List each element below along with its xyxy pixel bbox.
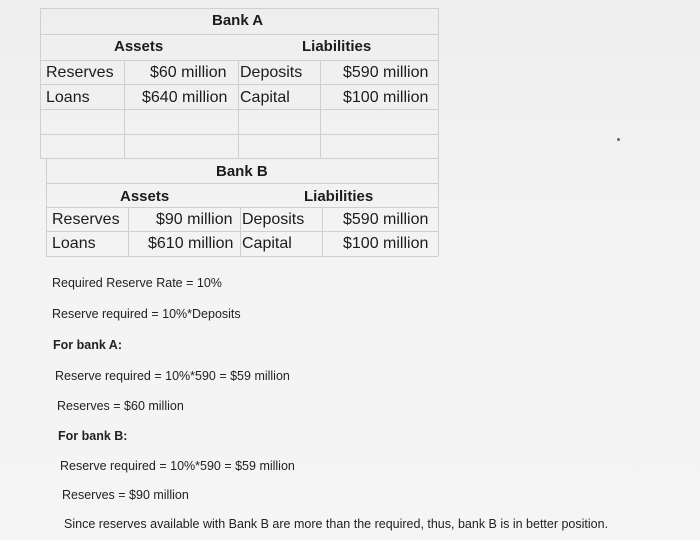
bank-b-loans-value: $610 million xyxy=(148,235,234,252)
grid-line xyxy=(320,60,321,158)
grid-line xyxy=(128,207,129,256)
bank-a-liabilities-header: Liabilities xyxy=(302,38,372,55)
bank-b-title: Bank B xyxy=(216,163,268,180)
bank-a-assets-header: Assets xyxy=(114,38,164,55)
reserve-formula: Reserve required = 10%*Deposits xyxy=(52,307,241,321)
bank-a-title: Bank A xyxy=(212,12,264,29)
bank-b-heading: For bank B: xyxy=(58,429,128,443)
grid-line xyxy=(40,134,438,135)
bank-b-reserves: Reserves = $90 million xyxy=(62,488,189,502)
bank-b-reserves-label: Reserves xyxy=(52,211,120,228)
required-reserve-rate: Required Reserve Rate = 10% xyxy=(52,276,222,290)
bank-b-required: Reserve required = 10%*590 = $59 million xyxy=(60,459,295,473)
grid-line xyxy=(438,8,439,158)
grid-line xyxy=(240,207,241,256)
bank-a-capital-label: Capital xyxy=(240,89,290,106)
grid-line xyxy=(238,60,239,158)
grid-line xyxy=(46,256,438,257)
bank-a-loans-value: $640 million xyxy=(142,89,228,106)
bank-a-loans-label: Loans xyxy=(46,89,90,106)
conclusion: Since reserves available with Bank B are more than the required, thus, bank B is in better position. xyxy=(64,517,609,531)
grid-line xyxy=(40,60,438,61)
bank-a-heading: For bank A: xyxy=(53,338,122,352)
grid-line xyxy=(46,183,438,184)
grid-line xyxy=(46,158,438,159)
stray-dot xyxy=(617,138,620,141)
grid-line xyxy=(40,34,438,35)
bank-a-reserves-value: $60 million xyxy=(150,64,227,81)
bank-b-capital-label: Capital xyxy=(242,235,292,252)
bank-b-liabilities-header: Liabilities xyxy=(304,188,374,205)
grid-line xyxy=(46,207,438,208)
grid-line xyxy=(40,84,438,85)
bank-a-reserves: Reserves = $60 million xyxy=(57,399,184,413)
bank-a-capital-value: $100 million xyxy=(343,89,429,106)
bank-b-deposits-label: Deposits xyxy=(242,211,305,228)
grid-line xyxy=(46,231,438,232)
grid-line xyxy=(46,158,47,256)
grid-line xyxy=(322,207,323,256)
bank-a-required: Reserve required = 10%*590 = $59 million xyxy=(55,369,290,383)
bank-b-reserves-value: $90 million xyxy=(156,211,233,228)
bank-b-deposits-value: $590 million xyxy=(343,211,429,228)
bank-b-capital-value: $100 million xyxy=(343,235,429,252)
bank-a-reserves-label: Reserves xyxy=(46,64,114,81)
bank-b-assets-header: Assets xyxy=(120,188,170,205)
grid-line xyxy=(40,8,438,9)
grid-line xyxy=(438,158,439,256)
bank-a-deposits-label: Deposits xyxy=(240,64,303,81)
grid-line xyxy=(40,109,438,110)
bank-a-deposits-value: $590 million xyxy=(343,64,429,81)
bank-b-loans-label: Loans xyxy=(52,235,96,252)
grid-line xyxy=(40,8,41,158)
grid-line xyxy=(124,60,125,158)
